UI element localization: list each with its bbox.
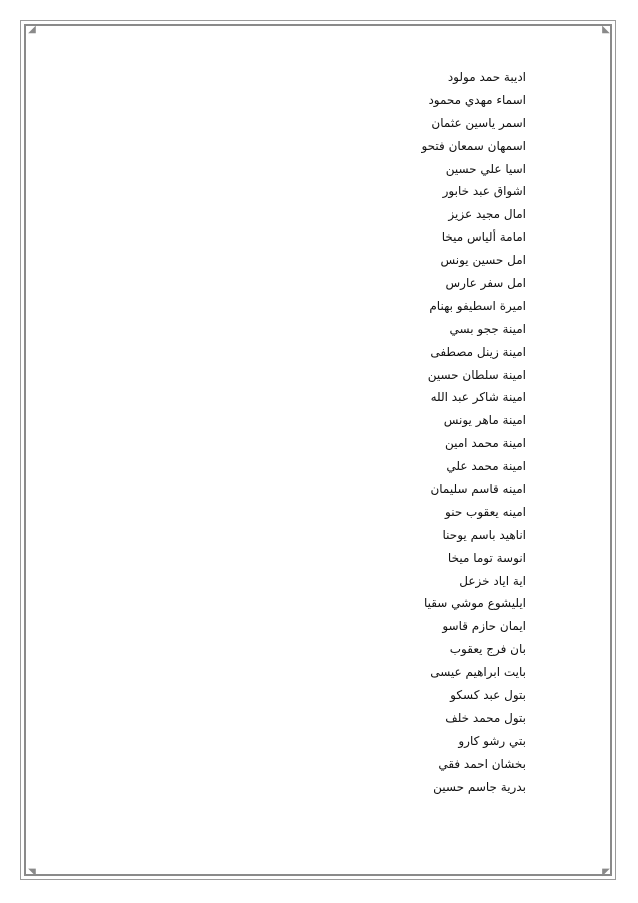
list-item: اديبة حمد مولود	[447, 70, 526, 84]
list-item: امينة زينل مصطفى	[430, 344, 526, 359]
list-item: امل سفر عارس	[445, 276, 526, 291]
list-item: بان فرج يعقوب	[449, 642, 526, 657]
list-item: اسيا علي حسين	[445, 161, 526, 176]
names-list	[421, 66, 526, 799]
list-item: امينه يعقوب حنو	[445, 504, 526, 519]
list-item: بتول عبد كسكو	[450, 688, 526, 703]
list-item: امال مجيد عزيز	[448, 207, 526, 222]
list-item: بتول محمد خلف	[445, 710, 526, 725]
list-item: امينة محمد علي	[446, 459, 526, 474]
list-item: اميرة اسطيفو بهنام	[429, 298, 526, 313]
list-item: امينة محمد امين	[445, 436, 526, 451]
corner-bracket-icon: ◤	[602, 867, 610, 878]
corner-bracket-icon: ◢	[28, 24, 36, 35]
list-item: ايليشوع موشي سقيا	[423, 596, 526, 611]
corner-bracket-icon: ◣	[602, 24, 610, 35]
list-item: اشواق عبد خابور	[442, 184, 526, 199]
list-item: اية اياد خزعل	[459, 573, 526, 588]
list-item: امينة ماهر يونس	[443, 413, 526, 428]
list-item: امينة ججو بسي	[449, 321, 526, 336]
list-item: امينه قاسم سليمان	[430, 482, 526, 497]
list-item: بايت ابراهيم عيسى	[430, 665, 526, 680]
list-item: بخشان احمد فقي	[438, 756, 526, 771]
list-item: انوسة توما ميخا	[447, 550, 526, 565]
list-item: اناهيد باسم يوحنا	[442, 527, 526, 542]
list-item: امينة شاكر عبد الله	[430, 390, 526, 405]
list-item: ايمان حازم قاسو	[442, 619, 526, 634]
list-item: امامة ألياس ميخا	[441, 230, 526, 245]
list-item: امينة سلطان حسين	[427, 367, 526, 382]
list-item: اسماء مهدي محمود	[428, 92, 526, 107]
list-item: بتي رشو كارو	[458, 733, 526, 748]
list-item: اسمهان سمعان فتحو	[421, 138, 526, 153]
list-item: اسمر ياسين عثمان	[431, 115, 526, 130]
list-item: بدرية جاسم حسين	[433, 779, 526, 794]
list-item: امل حسين يونس	[440, 253, 526, 268]
page-border	[20, 20, 616, 880]
corner-bracket-icon: ◥	[28, 867, 36, 878]
